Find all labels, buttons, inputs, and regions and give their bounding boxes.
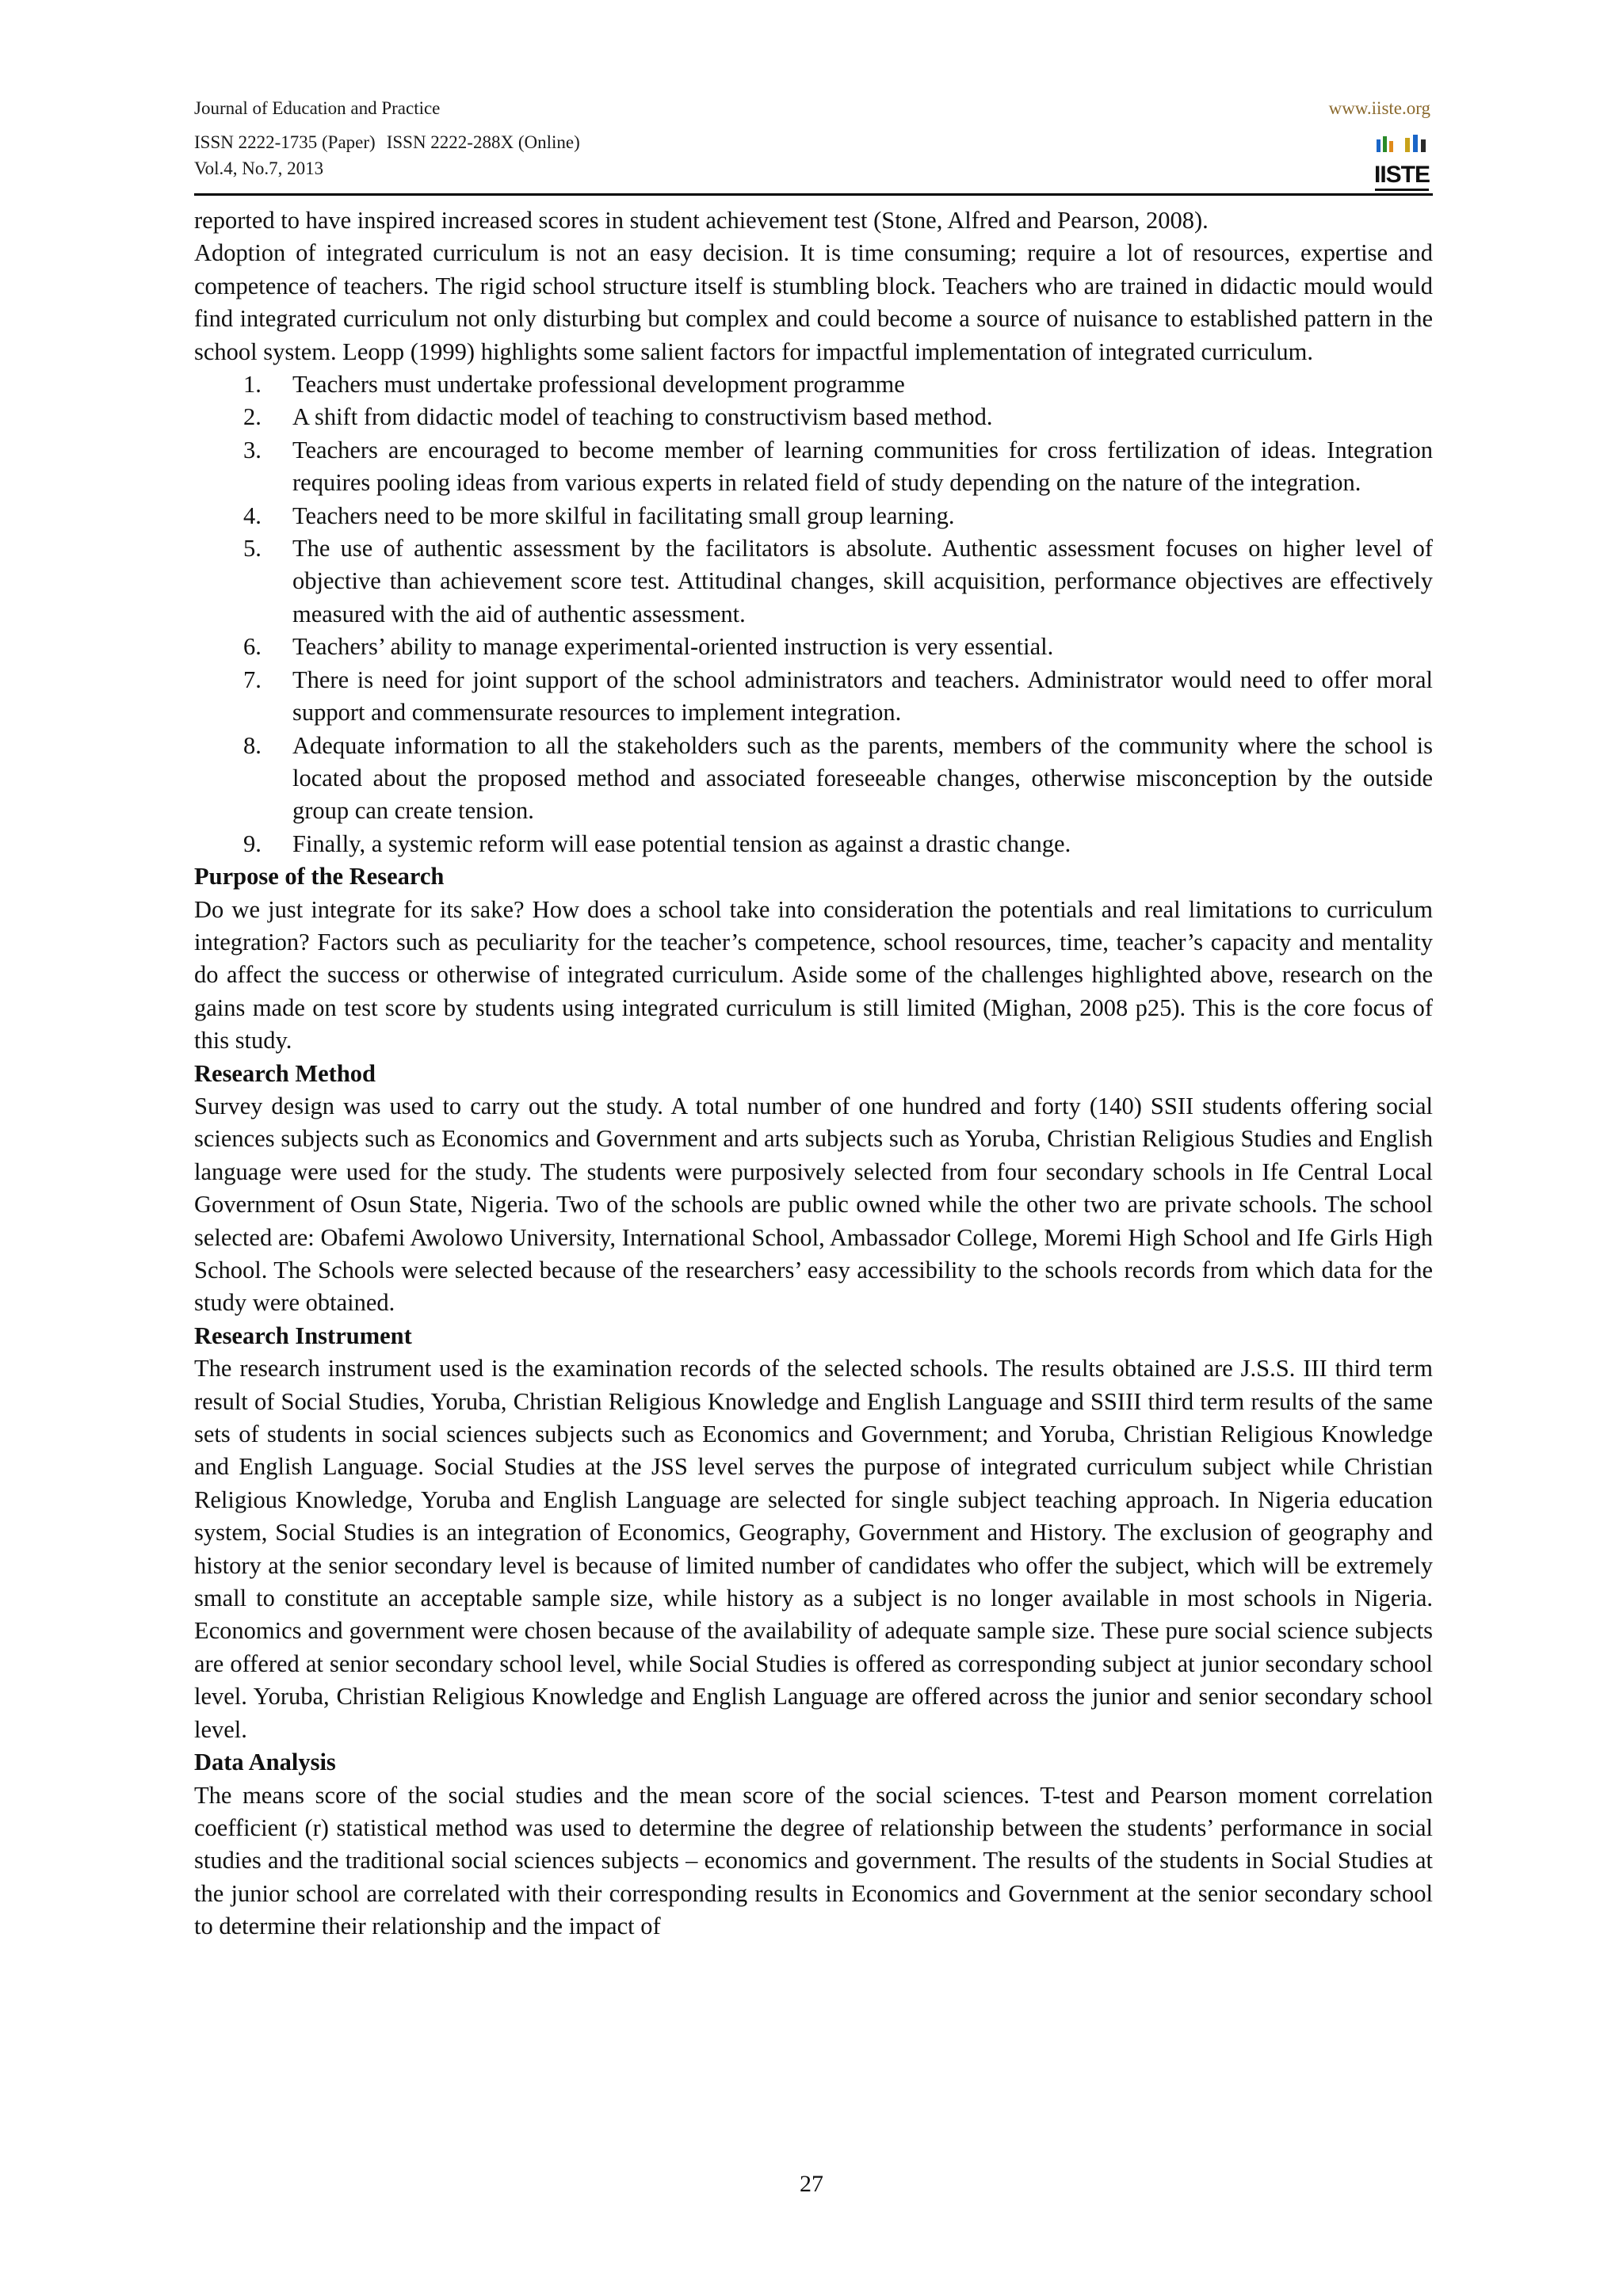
list-item <box>194 368 1433 401</box>
heading-analysis: Data Analysis <box>194 1749 336 1776</box>
list-item-number: 4. <box>243 502 262 529</box>
list-item <box>194 532 1433 631</box>
heading-method: Research Method <box>194 1059 376 1087</box>
list-item <box>194 730 1433 828</box>
list-item-number: 2. <box>243 403 262 431</box>
list-item-text: Teachers must undertake professional development programme <box>292 371 905 399</box>
paragraph-purpose: Do we just integrate for its sake? How does a school take into consideration the potentials and real limitations to curriculum integration? Factors such as peculiarity for the teacher’s competence, school resources, time, teacher’s capacity and mentality do affect the success or otherwise of integrated curriculum. Aside some of the challenges highlighted above, research on the gains made on test score by students using integrated curriculum is still limited (Mighan, 2008 p25). This is the core focus of this study. <box>194 895 1433 1055</box>
list-item-text: The use of authentic assessment by the facilitators is absolute. Authentic assessment focuses on higher level of objective than achievement score test. Attitudinal changes, skill acquisition, performance objectives are effectively measured with the aid of authentic assessment. <box>292 535 1433 627</box>
list-item-number: 5. <box>243 535 262 563</box>
journal-title: Journal of Education and Practice <box>194 98 441 118</box>
list-item <box>194 401 1433 433</box>
list-item <box>194 631 1433 663</box>
issn-line <box>194 129 580 155</box>
paragraph-analysis: The means score of the social studies and the mean score of the social sciences. T-test and Pearson moment correlation coefficient (r) statistical method was used to determine the degree of relationship between the students’ performance in social studies and the traditional social sciences subjects – economics and government. The results of the students in Social Studies at the junior school are correlated with their corresponding results in Economics and Government at the senior secondary school to determine their relationship and the impact of <box>194 1781 1433 1940</box>
iiste-logo <box>1373 133 1430 196</box>
list-item <box>194 500 1433 532</box>
list-item-text: A shift from didactic model of teaching to constructivism based method. <box>292 403 993 431</box>
svg-text:IISTE: IISTE <box>1373 162 1430 188</box>
list-item-text: Teachers’ ability to manage experimental-oriented instruction is very essential. <box>292 633 1054 661</box>
list-item <box>194 828 1433 860</box>
website-link[interactable]: www.iiste.org <box>1328 98 1430 118</box>
article-body <box>194 204 1433 1943</box>
list-item-number: 1. <box>243 371 262 399</box>
list-item-number: 9. <box>243 830 262 857</box>
list-item-number: 3. <box>243 436 262 463</box>
paragraph-adoption: Adoption of integrated curriculum is not an easy decision. It is time consuming; require a lot of resources, expertise and competence of teachers. The rigid school structure itself is stumbling block. Teachers who are trained in didactic mould would find integrated curriculum not only disturbing but complex and could become a source of nuisance to established pattern in the school system. Leopp (1999) highlights some salient factors for impactful implementation of integrated curriculum. <box>194 239 1433 365</box>
header-rule <box>194 193 1433 196</box>
list-item-number: 8. <box>243 731 262 759</box>
paragraph-method: Survey design was used to carry out the study. A total number of one hundred and forty (140) SSII students offering social sciences subjects such as Economics and Government and arts subjects such as Yoruba, Christian Religious Studies and English language were used for the study. The students were purposively selected from four secondary schools in Ife Central Local Government of Osun State, Nigeria. Two of the schools are public owned while the other two are private schools. The school selected are: Obafemi Awolowo University, International School, Ambassador College, Moremi High School and Ife Girls High School. The Schools were selected because of the researchers’ easy accessibility to the schools records from which data for the study were obtained. <box>194 1092 1433 1317</box>
list-item-text: Adequate information to all the stakeholders such as the parents, members of the community where the school is located about the proposed method and associated foreseeable changes, otherwise misconception by the outside group can create tension. <box>292 731 1433 825</box>
issn-online: ISSN 2222-288X (Online) <box>386 132 580 152</box>
list-item <box>194 664 1433 730</box>
list-item <box>194 434 1433 500</box>
heading-purpose: Purpose of the Research <box>194 863 445 891</box>
list-item-text: Finally, a systemic reform will ease potential tension as against a drastic change. <box>292 830 1071 857</box>
issn-paper: ISSN 2222-1735 (Paper) <box>194 132 376 152</box>
list-item-text: There is need for joint support of the school administrators and teachers. Administrator would need to offer moral support and commensurate resources to implement integration. <box>292 666 1433 727</box>
factor-list <box>194 368 1433 860</box>
volume-issue: Vol.4, No.7, 2013 <box>194 158 324 178</box>
heading-instrument: Research Instrument <box>194 1322 412 1349</box>
paragraph-intro: reported to have inspired increased scores in student achievement test (Stone, Alfred and Pearson, 2008). <box>194 207 1209 234</box>
list-item-text: Teachers are encouraged to become member of learning communities for cross fertilization of ideas. Integration requires pooling ideas from various experts in related field of study depending on the nature of the integration. <box>292 436 1433 497</box>
paragraph-instrument: The research instrument used is the examination records of the selected schools. The results obtained are J.S.S. III third term result of Social Studies, Yoruba, Christian Religious Knowledge and English Language and SSIII third term results of the same sets of students in social sciences subjects such as Economics and Government; and Yoruba, Christian Religious Knowledge and English Language. Social Studies at the JSS level serves the purpose of integrated curriculum subject while Christian Religious Knowledge, Yoruba and English Language are selected for single subject teaching approach. In Nigeria education system, Social Studies is an integration of Economics, Geography, Government and History. The exclusion of geography and history at the senior secondary level is because of limited number of candidates who offer the subject, which will be extremely small to constitute an acceptable sample size, while history as a subject is no longer available in most schools in Nigeria. Economics and government were chosen because of the availability of adequate sample size. These pure social science subjects are offered at senior secondary school level, while Social Studies is offered as corresponding subject at junior secondary school level. Yoruba, Christian Religious Knowledge and English Language are offered across the junior and senior secondary school level. <box>194 1355 1433 1743</box>
list-item-number: 6. <box>243 633 262 661</box>
list-item-number: 7. <box>243 666 262 693</box>
list-item-text: Teachers need to be more skilful in facilitating small group learning. <box>292 502 955 529</box>
page-number: 27 <box>800 2171 823 2197</box>
